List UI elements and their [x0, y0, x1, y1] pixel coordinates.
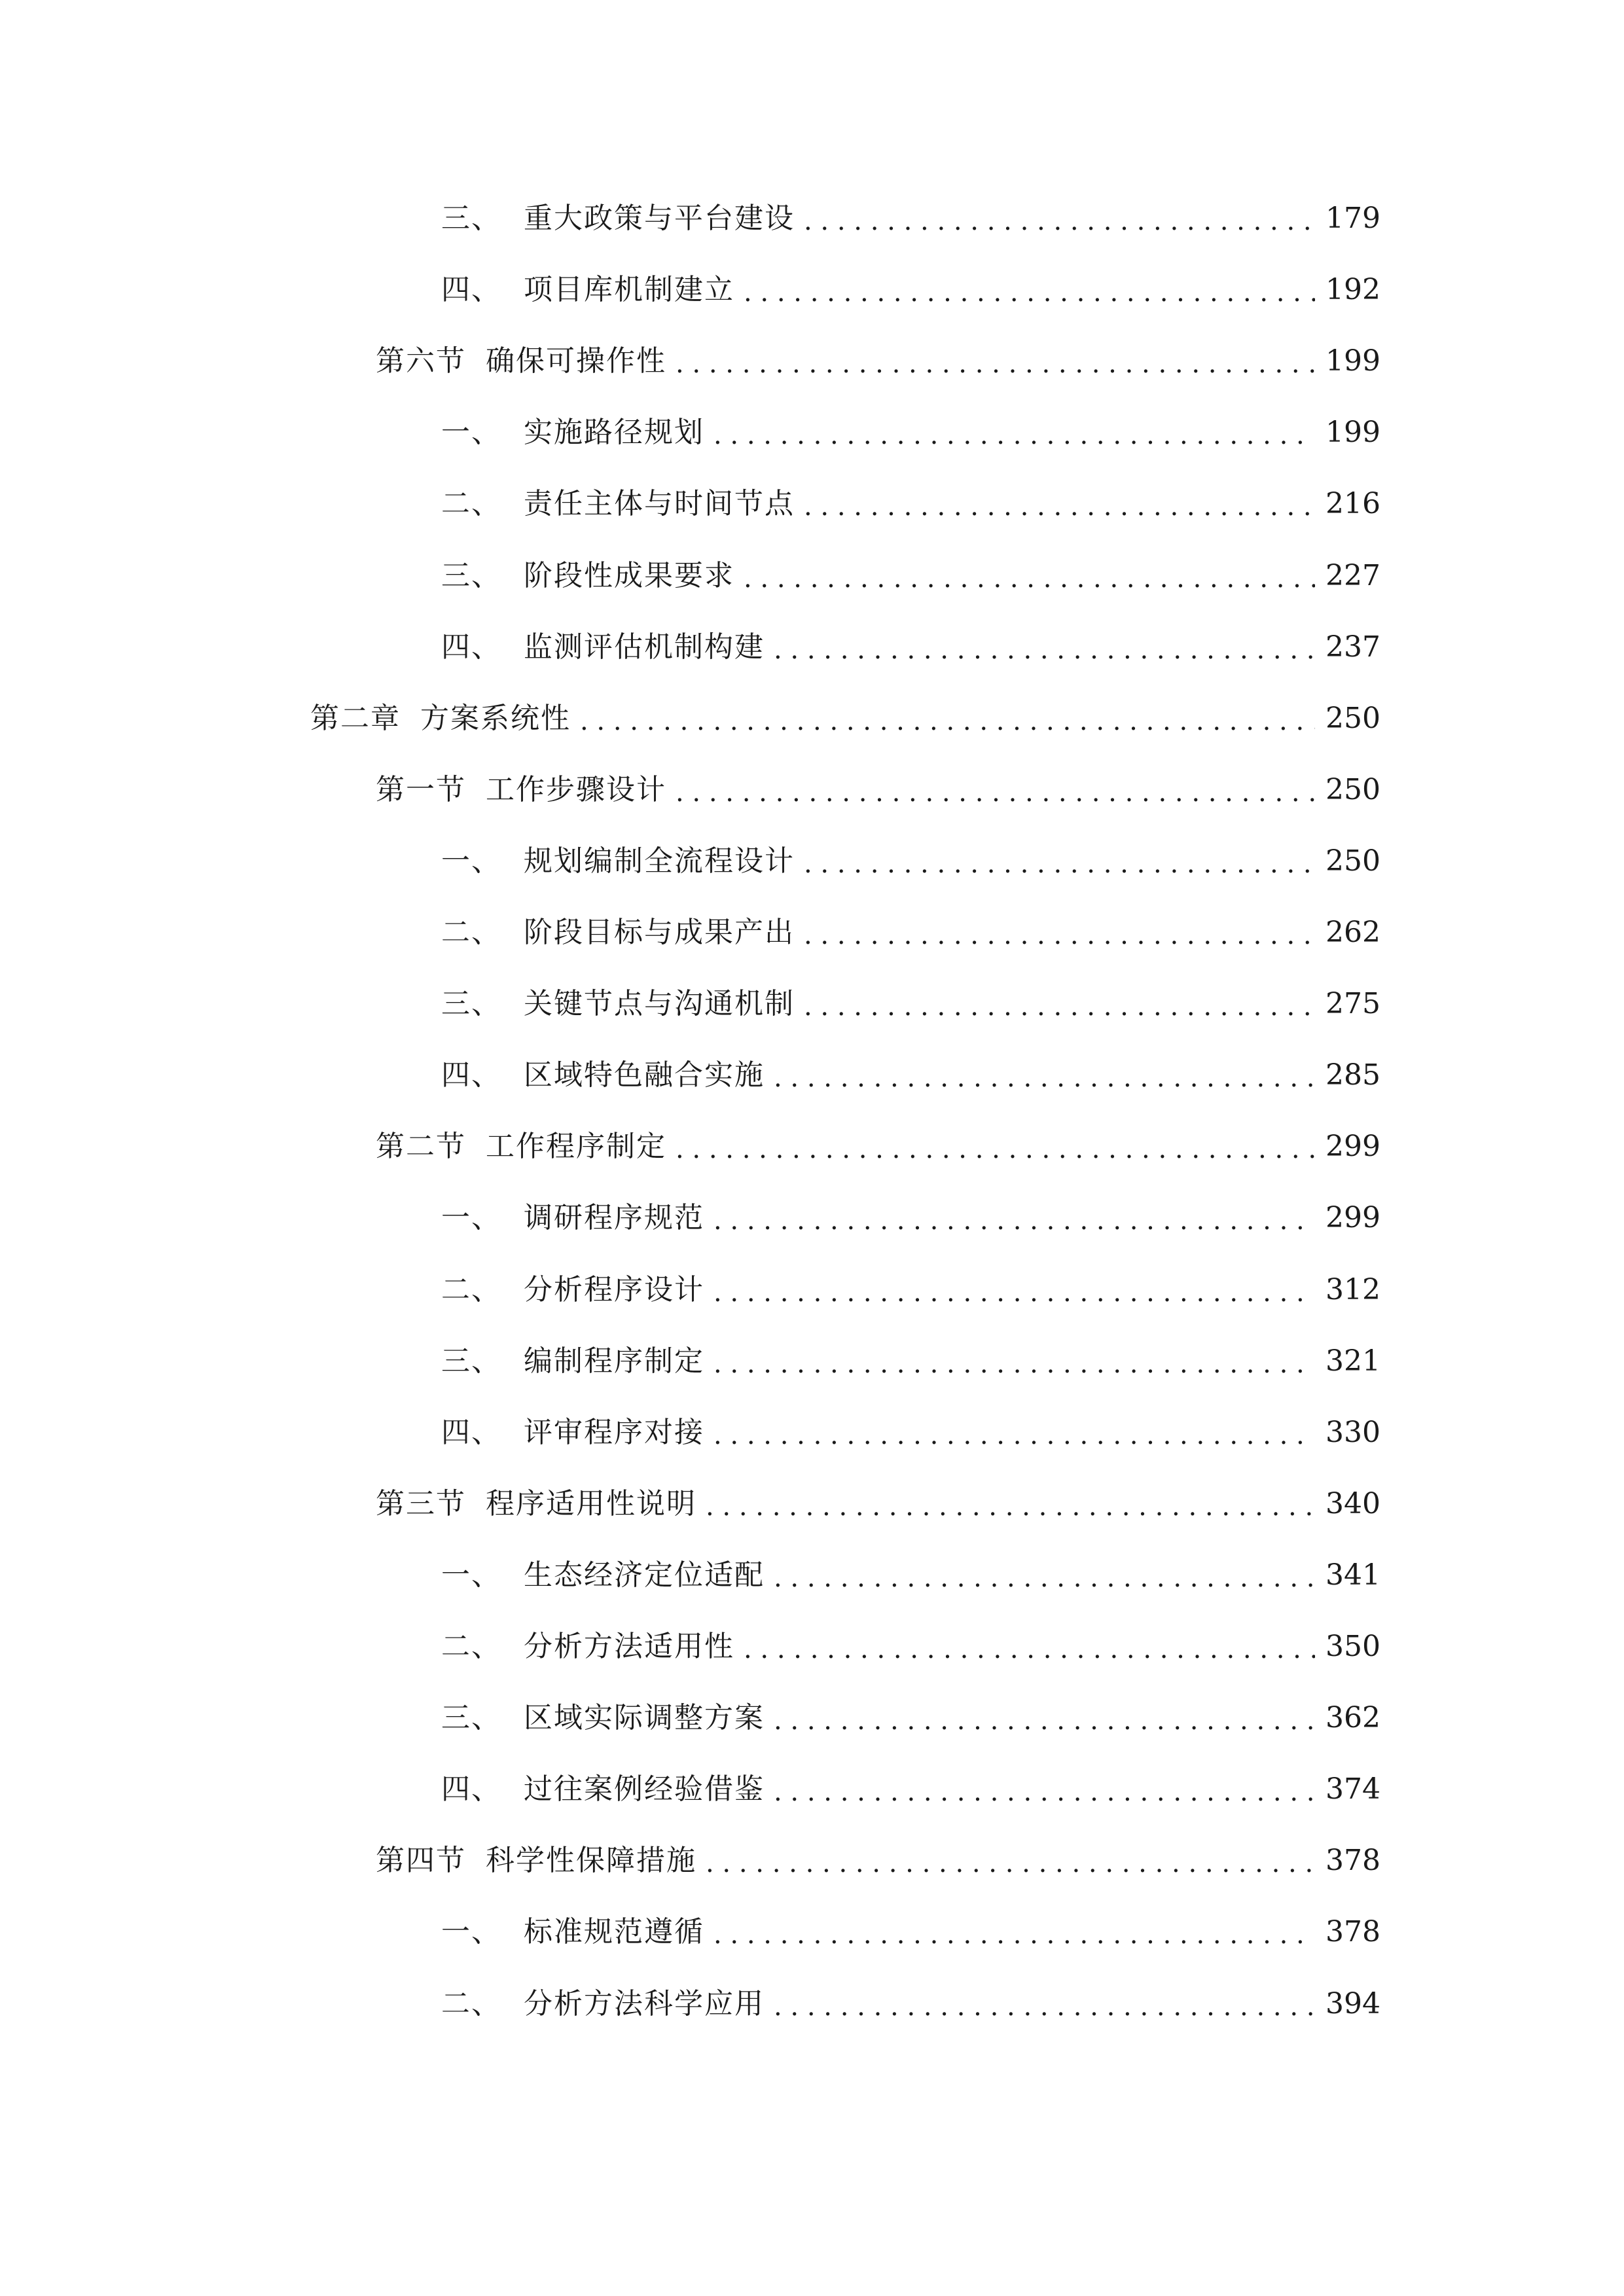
- toc-entry[interactable]: [441, 1049, 1380, 1102]
- toc-dot-leader: [774, 1552, 1315, 1604]
- toc-entry-number: 四、: [441, 1415, 501, 1449]
- toc-dot-leader: [713, 409, 1315, 461]
- toc-entry-number: 第二节: [376, 1130, 466, 1164]
- toc-entry-page-number: 250: [1326, 701, 1380, 735]
- toc-entry-number: 三、: [441, 202, 501, 235]
- toc-entry-number: 一、: [441, 416, 501, 450]
- toc-entry-number: 二、: [441, 1630, 501, 1663]
- toc-entry-page-number: 312: [1326, 1272, 1380, 1306]
- toc-entry-number: 第二章: [310, 701, 401, 735]
- toc-entry-number: 第一节: [376, 772, 466, 806]
- toc-entry-page-number: 275: [1326, 987, 1380, 1021]
- toc-entry-number: 第三节: [376, 1486, 466, 1520]
- toc-entry-title: 项目库机制建立: [524, 273, 734, 307]
- toc-entry-number: 二、: [441, 487, 501, 521]
- toc-entry[interactable]: [441, 1906, 1380, 1958]
- toc-dot-leader: [713, 1194, 1315, 1247]
- toc-entry[interactable]: [441, 621, 1380, 673]
- toc-entry-title: 阶段性成果要求: [524, 558, 734, 592]
- toc-entry[interactable]: [441, 1692, 1380, 1744]
- toc-entry-page-number: 350: [1326, 1630, 1380, 1663]
- toc-entry[interactable]: [441, 1192, 1380, 1244]
- toc-dot-leader: [804, 909, 1315, 961]
- toc-entry-title: 调研程序规范: [524, 1201, 704, 1235]
- toc-entry-page-number: 378: [1326, 1915, 1380, 1949]
- toc-entry[interactable]: [441, 835, 1380, 888]
- toc-entry-number: 一、: [441, 844, 501, 878]
- toc-entry-title: 评审程序对接: [524, 1415, 704, 1449]
- toc-dot-leader: [804, 980, 1315, 1033]
- toc-entry[interactable]: [310, 692, 1380, 745]
- toc-dot-leader: [676, 338, 1315, 390]
- toc-entry-title: 编制程序制定: [524, 1344, 704, 1378]
- toc-dot-leader: [774, 624, 1315, 676]
- toc-dot-leader: [706, 1837, 1315, 1890]
- toc-entry-page-number: 179: [1326, 202, 1380, 235]
- toc-entry-page-number: 330: [1326, 1415, 1380, 1449]
- toc-dot-leader: [774, 1052, 1315, 1104]
- toc-entry-title: 确保可操作性: [486, 344, 666, 378]
- toc-entry-page-number: 199: [1326, 344, 1380, 378]
- toc-entry-number: 三、: [441, 558, 501, 592]
- toc-entry-number: 二、: [441, 1272, 501, 1306]
- toc-entry-page-number: 227: [1326, 558, 1380, 592]
- toc-entry-number: 第六节: [376, 344, 466, 378]
- toc-dot-leader: [713, 1338, 1315, 1390]
- toc-dot-leader: [706, 1480, 1315, 1533]
- toc-dot-leader: [774, 1695, 1315, 1747]
- toc-entry-page-number: 192: [1326, 273, 1380, 307]
- toc-entry-title: 分析方法科学应用: [524, 1986, 765, 2020]
- toc-dot-leader: [774, 1981, 1315, 2033]
- toc-entry[interactable]: [441, 1549, 1380, 1602]
- toc-entry-number: 四、: [441, 1772, 501, 1806]
- toc-entry-number: 三、: [441, 1701, 501, 1735]
- toc-entry-number: 三、: [441, 987, 501, 1021]
- toc-dot-leader: [804, 480, 1315, 533]
- toc-entry-title: 工作程序制定: [486, 1130, 666, 1164]
- toc-entry-page-number: 321: [1326, 1344, 1380, 1378]
- toc-entry-title: 过往案例经验借鉴: [524, 1772, 765, 1806]
- toc-entry-page-number: 394: [1326, 1986, 1380, 2020]
- toc-entry-title: 重大政策与平台建设: [524, 202, 795, 235]
- toc-dot-leader: [676, 766, 1315, 819]
- toc-entry-page-number: 340: [1326, 1486, 1380, 1520]
- toc-entry[interactable]: [441, 1407, 1380, 1459]
- toc-dot-leader: [713, 1266, 1315, 1319]
- toc-entry-title: 方案系统性: [420, 701, 571, 735]
- toc-entry[interactable]: [441, 550, 1380, 602]
- toc-entry[interactable]: [441, 1264, 1380, 1316]
- toc-entry-number: 三、: [441, 1344, 501, 1378]
- toc-entry-number: 一、: [441, 1558, 501, 1592]
- toc-entry-page-number: 250: [1326, 844, 1380, 878]
- toc-entry-number: 一、: [441, 1915, 501, 1949]
- toc-entry[interactable]: [441, 1335, 1380, 1388]
- toc-dot-leader: [713, 1409, 1315, 1462]
- toc-entry-page-number: 216: [1326, 487, 1380, 521]
- toc-entry-page-number: 341: [1326, 1558, 1380, 1592]
- toc-dot-leader: [713, 1909, 1315, 1961]
- toc-dot-leader: [774, 1766, 1315, 1818]
- toc-entry-number: 四、: [441, 630, 501, 664]
- toc-entry-title: 工作步骤设计: [486, 772, 666, 806]
- toc-entry-page-number: 237: [1326, 630, 1380, 664]
- toc-entry[interactable]: [441, 478, 1380, 530]
- toc-entry[interactable]: [376, 764, 1380, 816]
- toc-entry[interactable]: [376, 1835, 1380, 1887]
- toc-entry-number: 二、: [441, 916, 501, 949]
- toc-entry-title: 分析程序设计: [524, 1272, 704, 1306]
- toc-entry-title: 规划编制全流程设计: [524, 844, 795, 878]
- toc-entry-page-number: 374: [1326, 1772, 1380, 1806]
- toc-entry-title: 科学性保障措施: [486, 1844, 696, 1878]
- toc-entry[interactable]: [441, 1978, 1380, 2030]
- toc-entry-title: 生态经济定位适配: [524, 1558, 765, 1592]
- toc-dot-leader: [580, 695, 1315, 747]
- toc-entry-page-number: 199: [1326, 416, 1380, 450]
- toc-entry-title: 程序适用性说明: [486, 1486, 696, 1520]
- toc-entry-page-number: 299: [1326, 1201, 1380, 1235]
- toc-entry[interactable]: [376, 1121, 1380, 1173]
- toc-dot-leader: [744, 552, 1315, 605]
- toc-entry-number: 四、: [441, 1058, 501, 1092]
- toc-entry-number: 二、: [441, 1986, 501, 2020]
- toc-entry-title: 关键节点与沟通机制: [524, 987, 795, 1021]
- toc-entry-title: 区域实际调整方案: [524, 1701, 765, 1735]
- toc-dot-leader: [804, 195, 1315, 247]
- toc-entry[interactable]: [376, 335, 1380, 387]
- toc-dot-leader: [804, 838, 1315, 890]
- toc-entry[interactable]: [441, 264, 1380, 316]
- toc-entry[interactable]: [376, 1478, 1380, 1530]
- toc-dot-leader: [676, 1123, 1315, 1175]
- toc-entry-page-number: 262: [1326, 916, 1380, 949]
- toc-entry-title: 标准规范遵循: [524, 1915, 704, 1949]
- toc-entry-title: 监测评估机制构建: [524, 630, 765, 664]
- toc-entry-title: 区域特色融合实施: [524, 1058, 765, 1092]
- toc-entry[interactable]: [441, 906, 1380, 959]
- toc-entry-number: 四、: [441, 273, 501, 307]
- toc-entry[interactable]: [441, 978, 1380, 1030]
- toc-entry-page-number: 378: [1326, 1844, 1380, 1878]
- toc-entry-page-number: 299: [1326, 1130, 1380, 1164]
- toc-entry[interactable]: [441, 192, 1380, 245]
- toc-entry-title: 阶段目标与成果产出: [524, 916, 795, 949]
- toc-entry-page-number: 362: [1326, 1701, 1380, 1735]
- toc-entry[interactable]: [441, 406, 1380, 459]
- toc-entry-title: 责任主体与时间节点: [524, 487, 795, 521]
- toc-entry-title: 实施路径规划: [524, 416, 704, 450]
- toc-entry-title: 分析方法适用性: [524, 1630, 734, 1663]
- toc-entry[interactable]: [441, 1763, 1380, 1816]
- toc-entry-page-number: 285: [1326, 1058, 1380, 1092]
- toc-entry[interactable]: [441, 1621, 1380, 1673]
- toc-entry-number: 第四节: [376, 1844, 466, 1878]
- toc-entry-page-number: 250: [1326, 772, 1380, 806]
- toc-entry-number: 一、: [441, 1201, 501, 1235]
- toc-dot-leader: [744, 266, 1315, 319]
- toc-dot-leader: [744, 1623, 1315, 1676]
